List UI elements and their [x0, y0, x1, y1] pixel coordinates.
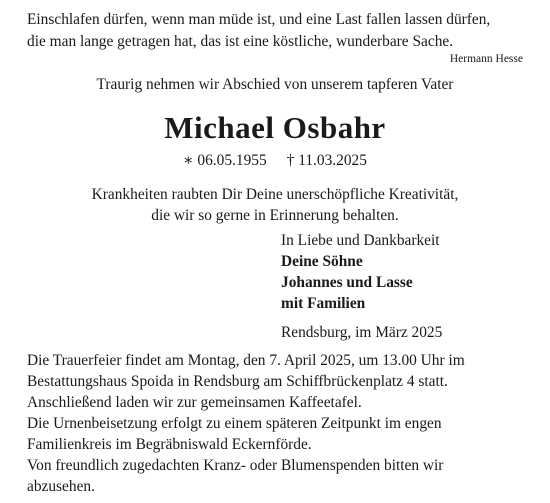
- dedication-line: die wir so gerne in Erinnerung behalten.: [151, 207, 399, 224]
- notice-paragraph: [27, 350, 527, 413]
- signoff: [281, 230, 442, 343]
- notice-paragraph: [27, 455, 527, 497]
- signoff-family-line: Deine Söhne: [281, 253, 363, 270]
- quote: [27, 9, 527, 53]
- notice-line: Von freundlich zugedachten Kranz- oder Blumenspenden bitten wir: [27, 457, 444, 474]
- quote-author: Hermann Hesse: [449, 53, 523, 65]
- signoff-greeting: In Liebe und Dankbarkeit: [281, 232, 440, 249]
- notice-line: Familienkreis im Begräbniswald Eckernförde.: [27, 436, 312, 453]
- notice-line: Anschließend laden wir zur gemeinsamen Kaffeetafel.: [27, 394, 362, 411]
- notice-line: abzusehen.: [27, 478, 95, 495]
- quote-line: Einschlafen dürfen, wenn man müde ist, und eine Last fallen lassen dürfen,: [27, 11, 491, 28]
- deceased-name: Michael Osbahr: [164, 110, 386, 145]
- quote-line: die man lange getragen hat, das ist eine köstliche, wunderbare Sache.: [27, 33, 454, 50]
- notice-line: Die Urnenbeisetzung erfolgt zu einem späteren Zeitpunkt im engen: [27, 415, 442, 432]
- place-date: Rendsburg, im März 2025: [281, 324, 443, 341]
- dedication: [0, 184, 550, 226]
- death-date: † 11.03.2025: [286, 152, 367, 169]
- signoff-family-line: mit Familien: [281, 295, 366, 312]
- life-dates: [0, 151, 550, 171]
- signoff-family-line: Johannes und Lasse: [281, 274, 413, 291]
- intro-text: Traurig nehmen wir Abschied von unserem tapferen Vater: [96, 76, 454, 93]
- notice-paragraph: [27, 413, 527, 455]
- funeral-notice: [27, 350, 527, 497]
- dedication-line: Krankheiten raubten Dir Deine unerschöpfliche Kreativität,: [91, 186, 459, 203]
- birth-date: ∗ 06.05.1955: [183, 152, 267, 169]
- notice-line: Bestattungshaus Spoida in Rendsburg am Schiffbrückenplatz 4 statt.: [27, 373, 448, 390]
- notice-line: Die Trauerfeier findet am Montag, den 7. April 2025, um 13.00 Uhr im: [27, 352, 465, 369]
